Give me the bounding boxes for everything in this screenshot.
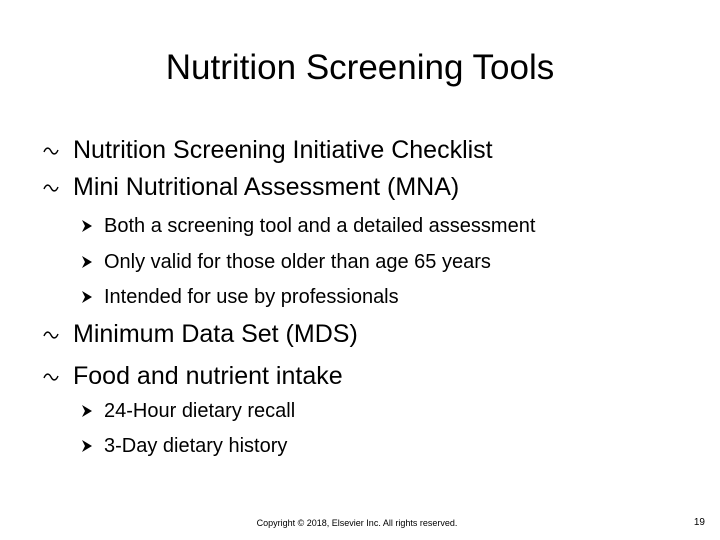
list-item-text: Intended for use by professionals bbox=[104, 286, 399, 308]
list-item bbox=[104, 284, 399, 310]
list-item-text: Only valid for those older than age 65 years bbox=[104, 251, 491, 273]
list-item bbox=[104, 433, 287, 459]
wave-bullet-icon bbox=[43, 372, 59, 382]
list-item bbox=[73, 171, 459, 203]
list-item-text: Food and nutrient intake bbox=[73, 362, 343, 390]
wave-bullet-icon bbox=[43, 330, 59, 340]
list-item bbox=[104, 213, 535, 239]
arrowhead-bullet-icon bbox=[80, 219, 94, 233]
wave-bullet-icon bbox=[43, 183, 59, 193]
list-item-text: Minimum Data Set (MDS) bbox=[73, 320, 358, 348]
slide-title: Nutrition Screening Tools bbox=[165, 48, 555, 87]
arrowhead-bullet-icon bbox=[80, 404, 94, 418]
list-item-text: Nutrition Screening Initiative Checklist bbox=[73, 136, 493, 164]
list-item-text: 24-Hour dietary recall bbox=[104, 400, 296, 422]
arrowhead-bullet-icon bbox=[80, 255, 94, 269]
arrowhead-bullet-icon bbox=[80, 290, 94, 304]
list-item bbox=[104, 398, 295, 424]
list-item-text: Mini Nutritional Assessment (MNA) bbox=[73, 173, 460, 201]
list-item bbox=[73, 318, 358, 350]
wave-bullet-icon bbox=[43, 146, 59, 156]
list-item-text: 3-Day dietary history bbox=[104, 435, 288, 457]
list-item bbox=[73, 360, 343, 392]
page-number: 19 bbox=[693, 517, 705, 528]
list-item-text: Both a screening tool and a detailed assessment bbox=[104, 215, 536, 237]
copyright-footer: Copyright © 2018, Elsevier Inc. All rights reserved. bbox=[256, 518, 458, 528]
list-item bbox=[104, 249, 491, 275]
arrowhead-bullet-icon bbox=[80, 439, 94, 453]
list-item bbox=[73, 134, 493, 166]
